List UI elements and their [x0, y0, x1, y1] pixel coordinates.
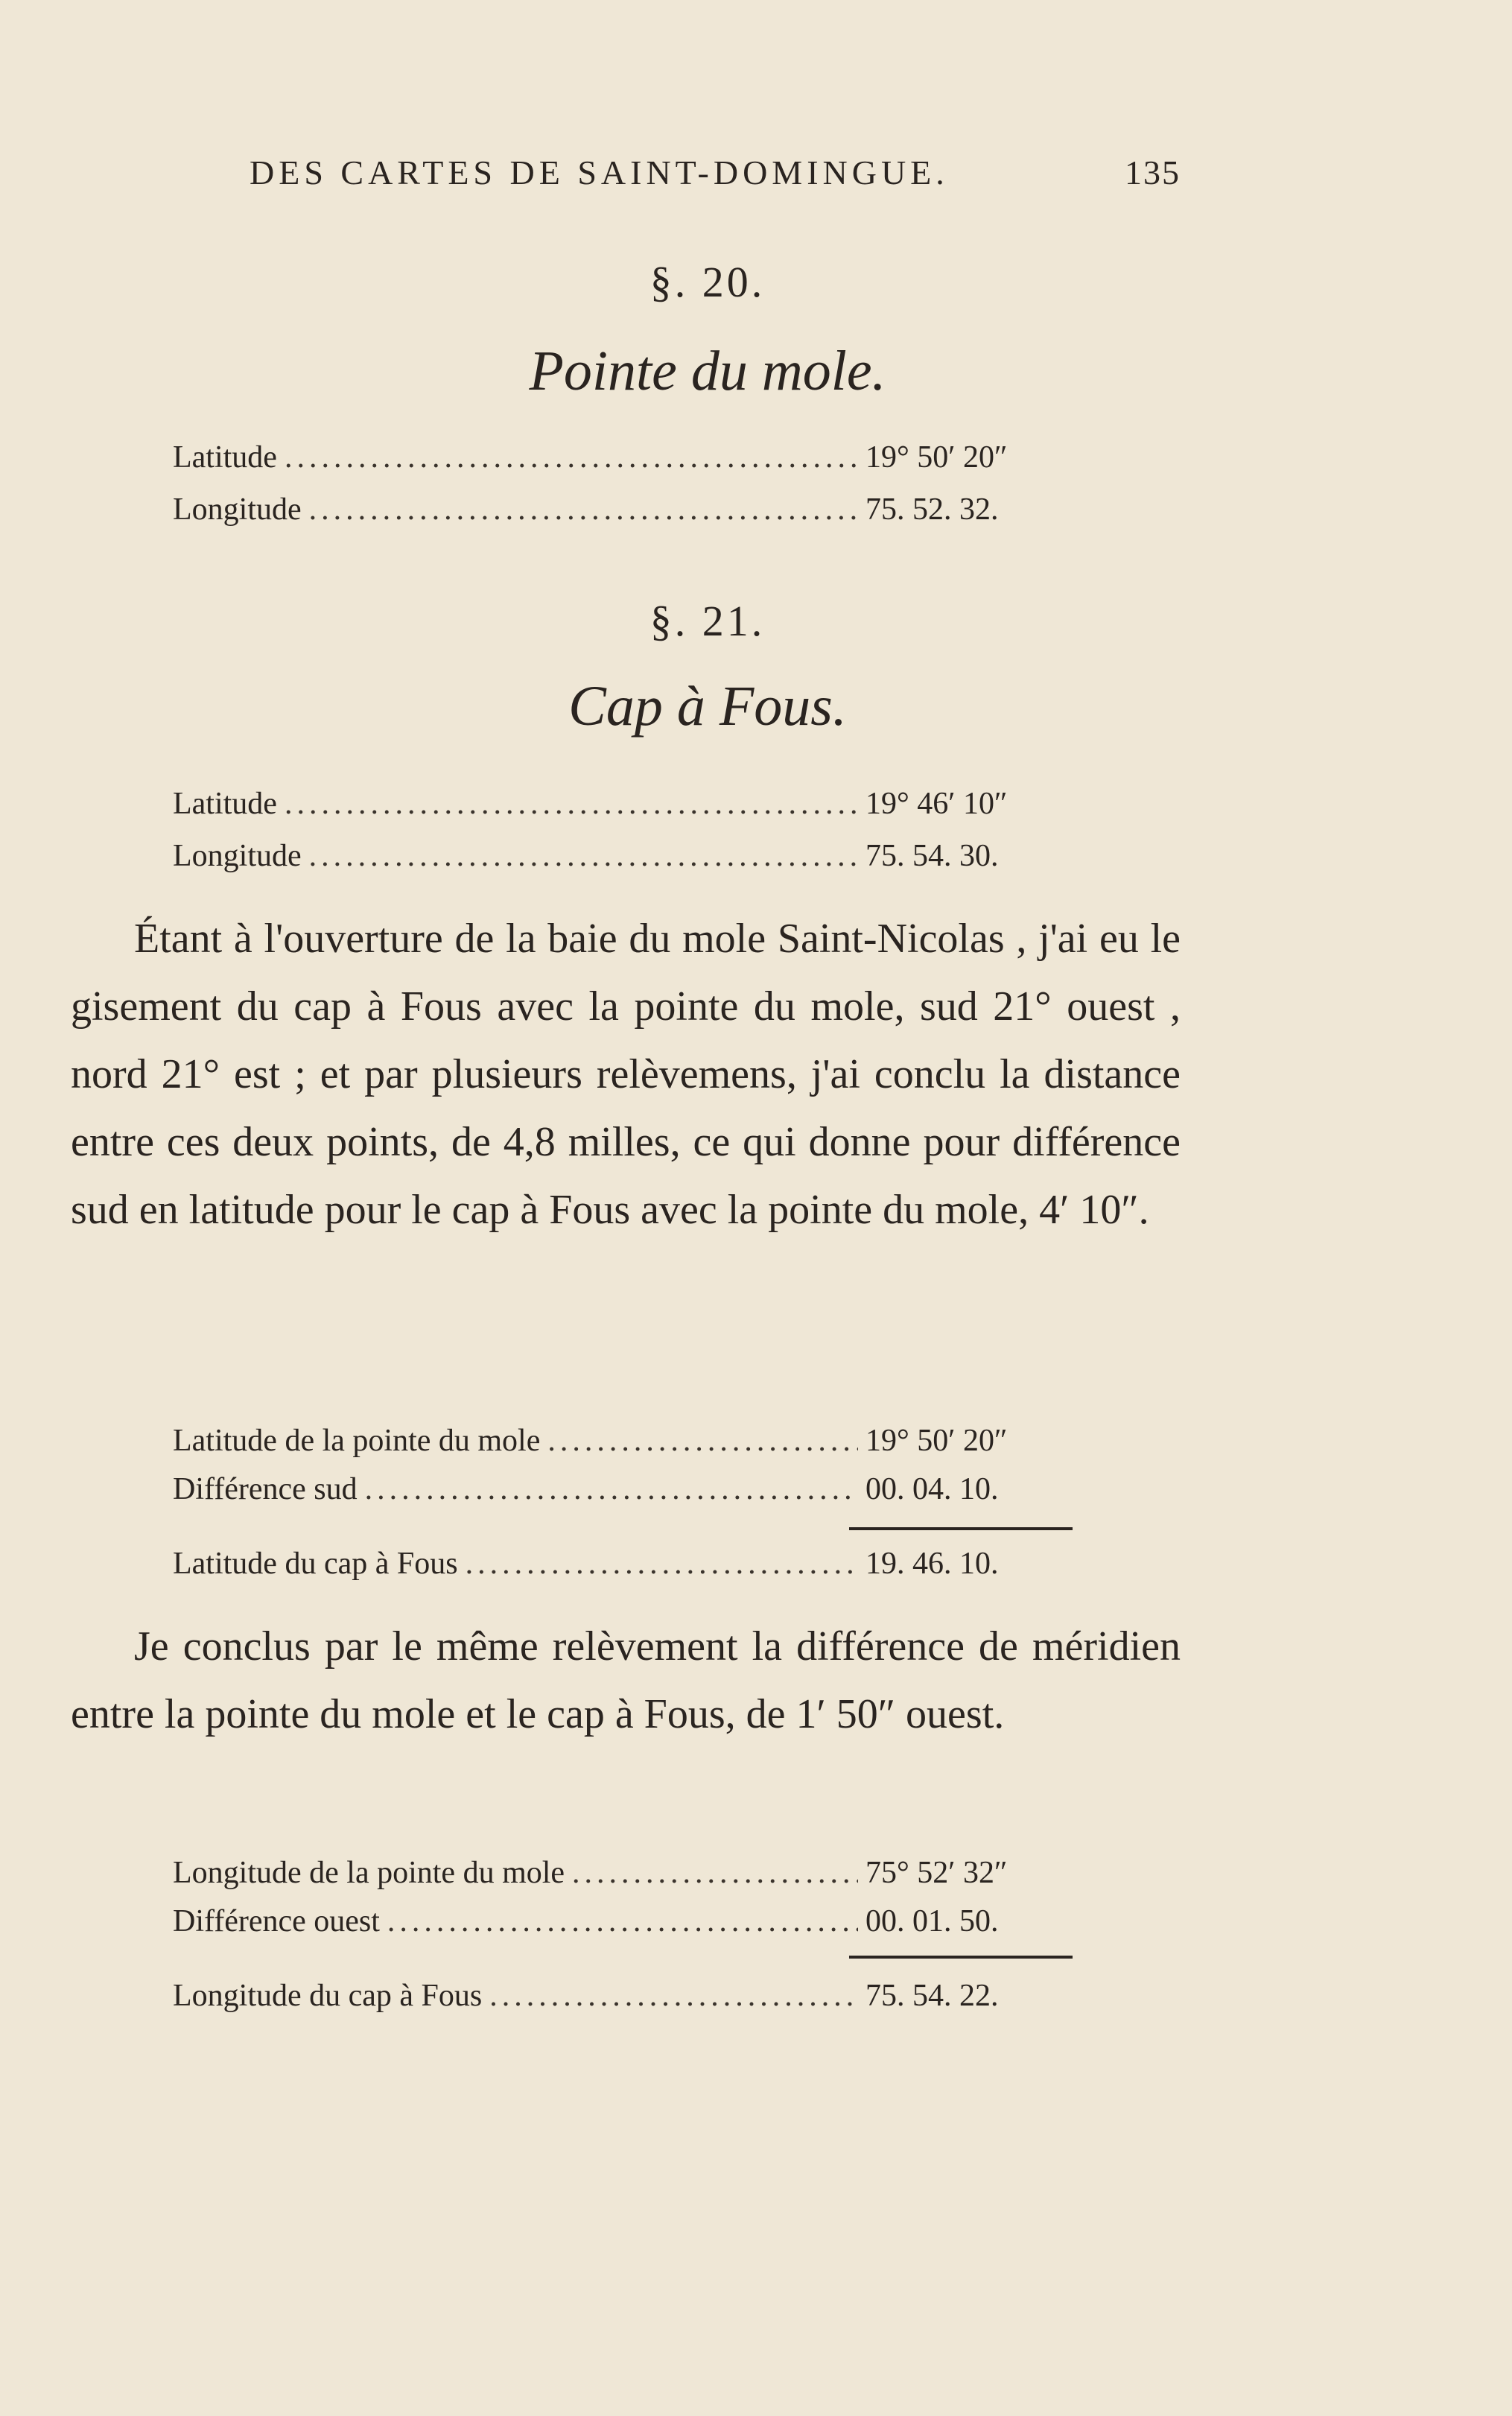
total-value: 75. 54. 22. — [865, 1979, 999, 2013]
leader-dots — [309, 838, 858, 874]
row-value: 19° 46′ 10″ — [865, 787, 1008, 821]
section-20-number: §. 20. — [649, 258, 766, 306]
section-20-title: Pointe du mole. — [529, 340, 886, 402]
section-20-latitude-row — [173, 440, 1074, 486]
paragraph-1 — [71, 905, 1181, 1244]
page-number: 135 — [1125, 153, 1181, 191]
long-table-total — [173, 1978, 1074, 2024]
row-value: 00. 04. 10. — [865, 1472, 999, 1506]
leader-dots — [285, 440, 858, 475]
lat-table-row-2 — [173, 1471, 1074, 1518]
row-label: Différence ouest — [173, 1904, 380, 1938]
section-21-longitude-row — [173, 838, 1074, 884]
long-table-row-2 — [173, 1903, 1074, 1950]
section-20-longitude-row — [173, 492, 1074, 538]
total-label: Latitude du cap à Fous — [173, 1547, 458, 1581]
leader-dots — [309, 492, 858, 527]
row-label: Longitude — [173, 492, 302, 527]
row-value: 19° 50′ 20″ — [865, 440, 1008, 475]
paragraph-2 — [71, 1613, 1181, 1748]
leader-dots — [547, 1423, 858, 1459]
sum-rule — [849, 1956, 1073, 1959]
row-label: Latitude — [173, 440, 277, 475]
row-label: Longitude de la pointe du mole — [173, 1856, 565, 1890]
row-label: Latitude — [173, 787, 277, 821]
leader-dots — [387, 1903, 858, 1939]
row-value: 75. 54. 30. — [865, 839, 999, 873]
paragraph-1-text: Étant à l'ouverture de la baie du mole Saint-Nicolas , j'ai eu le gisement du cap à Fous avec la pointe du mole, sud 21° ouest , nord 21° est ; et par plusieurs relèvemens, j'ai conclu la distance entre ces deux points, de 4,8 milles, ce qui donne pour différence sud en latitude pour le cap à Fous avec la pointe du mole, 4′ 10″. — [71, 916, 1181, 1233]
long-table-row-1 — [173, 1855, 1074, 1901]
leader-dots — [572, 1855, 858, 1891]
section-21-title: Cap à Fous. — [568, 675, 847, 738]
total-label: Longitude du cap à Fous — [173, 1979, 483, 2013]
row-value: 75° 52′ 32″ — [865, 1856, 1008, 1890]
sum-rule — [849, 1527, 1073, 1530]
row-label: Latitude de la pointe du mole — [173, 1424, 541, 1458]
lat-table-total — [173, 1546, 1074, 1592]
leader-dots — [489, 1978, 858, 2014]
leader-dots — [365, 1471, 858, 1507]
section-21-latitude-row — [173, 786, 1074, 832]
running-title: DES CARTES DE SAINT-DOMINGUE. — [250, 153, 949, 191]
row-value: 75. 52. 32. — [865, 492, 999, 527]
paragraph-2-text: Je conclus par le même relèvement la différence de méridien entre la pointe du mole et le cap à Fous, de 1′ 50″ ouest. — [71, 1623, 1181, 1737]
leader-dots — [285, 786, 858, 822]
total-value: 19. 46. 10. — [865, 1547, 999, 1581]
lat-table-row-1 — [173, 1423, 1074, 1469]
row-value: 19° 50′ 20″ — [865, 1424, 1008, 1458]
row-value: 00. 01. 50. — [865, 1904, 999, 1938]
row-label: Longitude — [173, 839, 302, 873]
row-label: Différence sud — [173, 1472, 358, 1506]
leader-dots — [466, 1546, 858, 1582]
section-21-number: §. 21. — [649, 597, 766, 645]
